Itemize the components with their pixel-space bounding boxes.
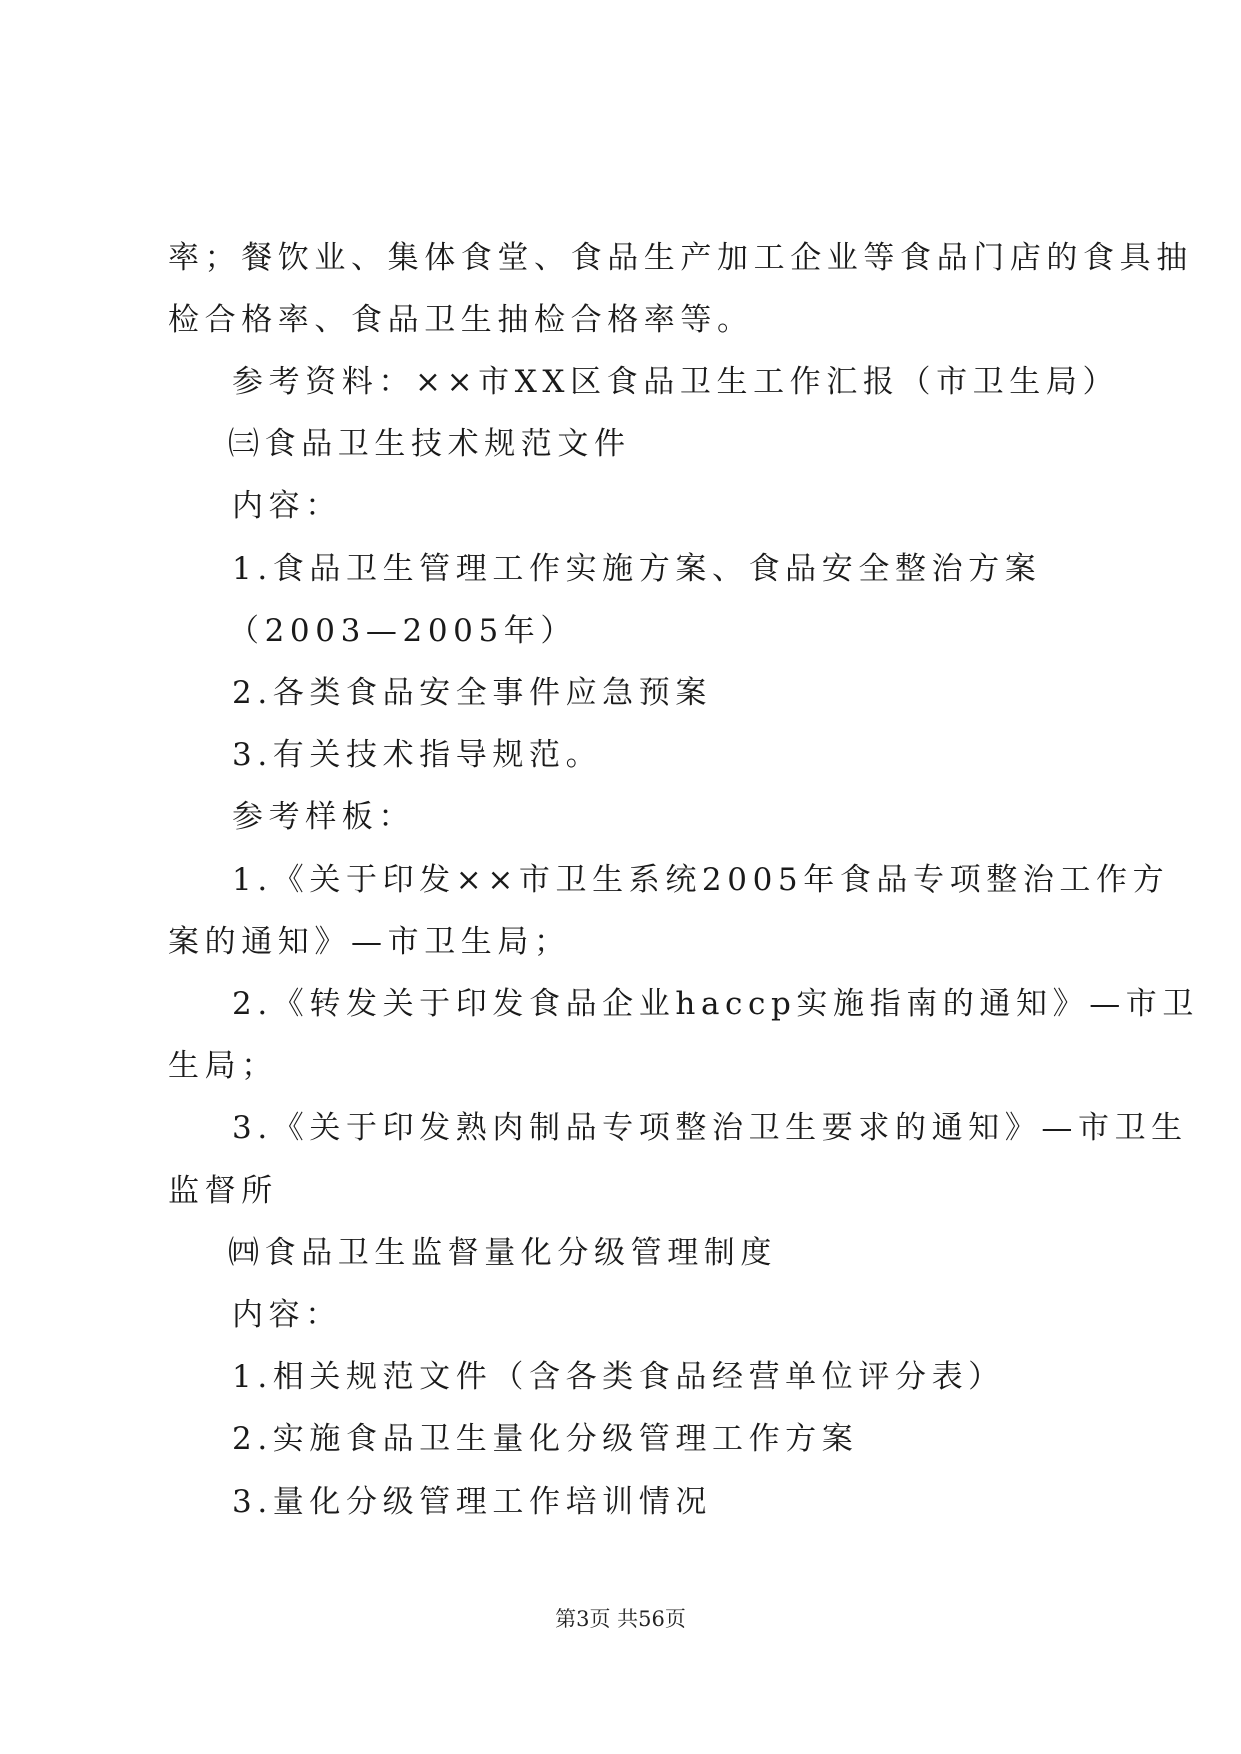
- text-line: 参考资料：××市XX区食品卫生工作汇报（市卫生局）: [232, 364, 1120, 400]
- text-line: （2003—2005年）: [228, 613, 577, 649]
- text-line: 监督所: [168, 1173, 278, 1209]
- text-line: 检合格率、食品卫生抽检合格率等。: [168, 302, 754, 338]
- list-item: 2.各类食品安全事件应急预案: [232, 675, 712, 711]
- text-line: 率；餐饮业、集体食堂、食品生产加工企业等食品门店的食具抽: [168, 240, 1193, 276]
- list-item: 2.实施食品卫生量化分级管理工作方案: [232, 1421, 859, 1457]
- text-line: 内容：: [232, 488, 342, 524]
- text-line: 参考样板：: [232, 799, 415, 835]
- list-item: 1.《关于印发××市卫生系统2005年食品专项整治工作方: [232, 862, 1170, 898]
- list-item: 3.有关技术指导规范。: [232, 737, 603, 773]
- list-item: 3.量化分级管理工作培训情况: [232, 1484, 712, 1520]
- page-number-footer: 第3页 共56页: [555, 1607, 686, 1631]
- section-heading: ㈢食品卫生技术规范文件: [228, 426, 631, 462]
- list-item: 1.相关规范文件（含各类食品经营单位评分表）: [232, 1359, 1005, 1395]
- text-line: 内容：: [232, 1297, 342, 1333]
- text-line: 生局；: [168, 1048, 278, 1084]
- list-item: 1.食品卫生管理工作实施方案、食品安全整治方案: [232, 551, 1042, 587]
- list-item: 2.《转发关于印发食品企业haccp实施指南的通知》—市卫: [232, 986, 1199, 1022]
- text-line: 案的通知》—市卫生局；: [168, 924, 571, 960]
- section-heading: ㈣食品卫生监督量化分级管理制度: [228, 1235, 777, 1271]
- list-item: 3.《关于印发熟肉制品专项整治卫生要求的通知》—市卫生: [232, 1110, 1188, 1146]
